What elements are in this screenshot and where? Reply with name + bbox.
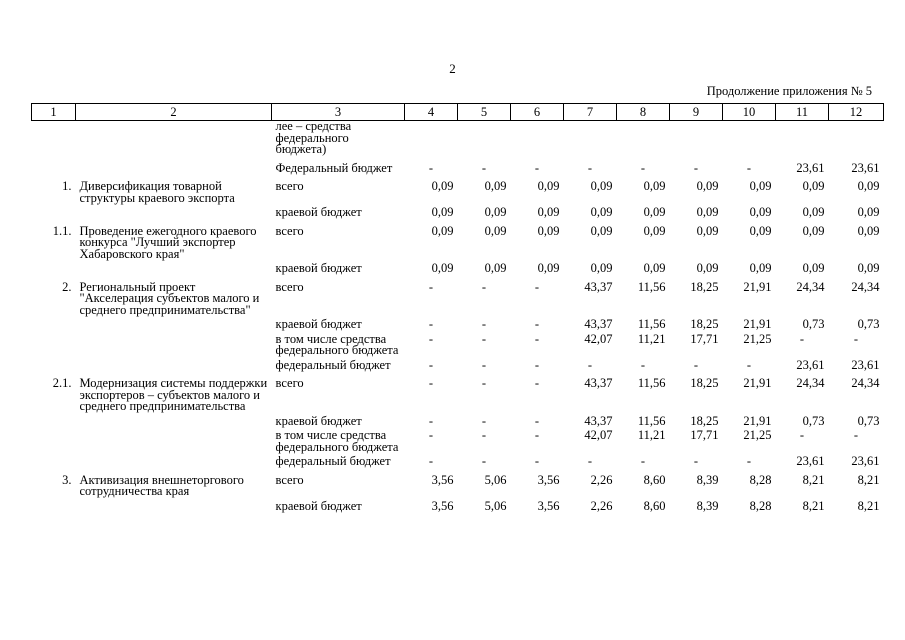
year-value-cell: 23,61 [851, 454, 880, 468]
year-value-cell: - [640, 454, 646, 468]
table-row [32, 204, 884, 219]
table-row [32, 156, 884, 175]
year-value-cell: 23,61 [851, 357, 880, 372]
year-value-cell: 11,56 [637, 317, 666, 331]
year-value-cell: 0,09 [590, 179, 613, 193]
year-value-cell: 0,09 [696, 179, 719, 193]
year-value-cell: 0,09 [590, 205, 613, 219]
row-number-cell [32, 427, 76, 453]
funding-source-cell: лее – средства федерального бюджета) [275, 119, 352, 156]
year-value-cell: 24,34 [796, 376, 825, 390]
year-value-cell: 0,09 [431, 179, 454, 193]
year-value-cell: 3,56 [431, 498, 454, 513]
year-value-cell: 0,09 [696, 223, 719, 238]
year-value-cell [511, 121, 564, 156]
column-header-8: 8 [617, 104, 670, 121]
year-value-cell: 11,56 [637, 279, 666, 294]
year-value-cell: - [481, 454, 487, 468]
year-value-cell: 0,09 [802, 179, 825, 193]
year-value-cell: 3,56 [537, 498, 560, 513]
year-value-cell: 0,09 [857, 223, 880, 238]
year-value-cell: 0,09 [484, 205, 507, 219]
year-value-cell: 17,71 [690, 428, 719, 442]
year-value-cell: 0,09 [537, 223, 560, 238]
year-value-cell: - [481, 413, 487, 428]
column-header-5: 5 [458, 104, 511, 121]
year-value-cell: 23,61 [796, 357, 825, 372]
year-value-cell: - [534, 454, 540, 468]
funding-source-cell: краевой бюджет [275, 413, 362, 428]
year-value-cell: 0,09 [484, 261, 507, 275]
year-value-cell: 2,26 [590, 498, 613, 513]
year-value-cell: 21,91 [743, 413, 772, 428]
year-value-cell: 3,56 [431, 472, 454, 487]
row-number-cell [32, 204, 76, 219]
year-value-cell: 11,21 [637, 331, 666, 346]
table-row [32, 453, 884, 468]
event-name-cell [76, 316, 272, 331]
row-number-cell: 1. [62, 179, 72, 193]
year-value-cell: 8,39 [696, 472, 719, 487]
budget-table [31, 103, 884, 512]
event-name-cell [76, 498, 272, 513]
row-number-cell [32, 156, 76, 175]
funding-source-cell: всего [275, 376, 304, 390]
table-row [32, 121, 884, 156]
year-value-cell: - [746, 454, 752, 468]
year-value-cell [617, 121, 670, 156]
row-number-cell [32, 453, 76, 468]
year-value-cell: 0,09 [484, 179, 507, 193]
year-value-cell: 8,39 [696, 498, 719, 513]
year-value-cell: 23,61 [796, 454, 825, 468]
year-value-cell: - [428, 413, 434, 428]
column-header-6: 6 [511, 104, 564, 121]
table-row [32, 260, 884, 275]
column-header-12: 12 [829, 104, 884, 121]
table-header-row [32, 104, 884, 121]
year-value-cell: 0,09 [749, 179, 772, 193]
year-value-cell: 5,06 [484, 498, 507, 513]
year-value-cell: - [746, 160, 752, 175]
table-row [32, 316, 884, 331]
column-header-9: 9 [670, 104, 723, 121]
year-value-cell: 18,25 [690, 279, 719, 294]
table-row [32, 275, 884, 317]
year-value-cell: - [853, 331, 859, 346]
year-value-cell: 0,09 [857, 179, 880, 193]
event-name-cell [76, 357, 272, 372]
year-value-cell: 0,73 [802, 413, 825, 428]
year-value-cell: 24,34 [851, 279, 880, 294]
column-header-10: 10 [723, 104, 776, 121]
event-name-cell: Региональный проект "Акселерация субъектов малого и среднего предпринимательства" [79, 279, 260, 317]
year-value-cell: - [693, 454, 699, 468]
year-value-cell: 8,28 [749, 472, 772, 487]
row-number-cell [32, 331, 76, 357]
year-value-cell: 17,71 [690, 331, 719, 346]
year-value-cell: 18,25 [690, 317, 719, 331]
year-value-cell: - [640, 357, 646, 372]
year-value-cell: - [799, 331, 805, 346]
year-value-cell: 21,91 [743, 376, 772, 390]
year-value-cell: - [853, 428, 859, 442]
funding-source-cell: всего [275, 472, 304, 487]
table-row [32, 498, 884, 513]
column-header-4: 4 [405, 104, 458, 121]
year-value-cell [458, 121, 511, 156]
year-value-cell: 0,09 [802, 205, 825, 219]
year-value-cell: 43,37 [584, 317, 613, 331]
column-header-11: 11 [776, 104, 829, 121]
year-value-cell: - [481, 317, 487, 331]
year-value-cell: 0,73 [802, 317, 825, 331]
row-number-cell [32, 498, 76, 513]
year-value-cell: - [693, 160, 699, 175]
year-value-cell: 3,56 [537, 472, 560, 487]
year-value-cell [405, 121, 458, 156]
year-value-cell: 2,26 [590, 472, 613, 487]
year-value-cell: 0,09 [643, 205, 666, 219]
year-value-cell: - [428, 317, 434, 331]
year-value-cell: - [534, 331, 540, 346]
year-value-cell: - [481, 279, 487, 294]
year-value-cell: - [640, 160, 646, 175]
year-value-cell [564, 121, 617, 156]
year-value-cell: 0,09 [537, 179, 560, 193]
year-value-cell: 0,09 [696, 261, 719, 275]
table-row [32, 357, 884, 372]
year-value-cell [829, 121, 884, 156]
year-value-cell: - [693, 357, 699, 372]
year-value-cell: 0,09 [802, 261, 825, 275]
funding-source-cell: краевой бюджет [275, 498, 362, 513]
event-name-cell [76, 121, 272, 156]
year-value-cell: - [587, 454, 593, 468]
funding-source-cell: федеральный бюджет [275, 454, 391, 468]
page-number: 2 [449, 61, 456, 76]
year-value-cell: - [587, 357, 593, 372]
year-value-cell: 42,07 [584, 331, 613, 346]
table-row [32, 468, 884, 498]
row-number-cell [32, 316, 76, 331]
year-value-cell: 21,25 [743, 428, 772, 442]
year-value-cell: - [428, 331, 434, 346]
row-number-cell: 1.1. [52, 223, 72, 238]
year-value-cell: 18,25 [690, 413, 719, 428]
event-name-cell [76, 413, 272, 428]
year-value-cell: - [481, 428, 487, 442]
year-value-cell: - [534, 376, 540, 390]
year-value-cell: 8,60 [643, 498, 666, 513]
year-value-cell: 0,09 [537, 205, 560, 219]
event-name-cell [76, 453, 272, 468]
year-value-cell: 0,73 [857, 317, 880, 331]
event-name-cell [76, 331, 272, 357]
year-value-cell: 24,34 [851, 376, 880, 390]
event-name-cell: Модернизация системы поддержки экспортеров – субъектов малого и среднего предпринимательства [79, 376, 268, 413]
year-value-cell: 0,09 [643, 223, 666, 238]
year-value-cell: - [534, 160, 540, 175]
year-value-cell: 0,09 [802, 223, 825, 238]
year-value-cell: 8,21 [857, 498, 880, 513]
year-value-cell: - [534, 317, 540, 331]
year-value-cell: 8,60 [643, 472, 666, 487]
table-row [32, 413, 884, 428]
funding-source-cell: Федеральный бюджет [275, 160, 393, 175]
year-value-cell [670, 121, 723, 156]
year-value-cell: - [481, 331, 487, 346]
year-value-cell: 11,56 [637, 413, 666, 428]
year-value-cell: - [428, 376, 434, 390]
funding-source-cell: в том числе средства федерального бюджета [275, 428, 399, 454]
year-value-cell: 11,56 [637, 376, 666, 390]
funding-source-cell: федеральный бюджет [275, 357, 391, 372]
year-value-cell: 23,61 [851, 160, 880, 175]
event-name-cell: Проведение ежегодного краевого конкурса "Лучший экспортер Хабаровского края" [79, 223, 257, 261]
year-value-cell: - [746, 357, 752, 372]
column-header-3: 3 [272, 104, 405, 121]
table-row [32, 371, 884, 413]
year-value-cell: 21,91 [743, 279, 772, 294]
year-value-cell: 0,09 [749, 261, 772, 275]
year-value-cell [776, 121, 829, 156]
year-value-cell: 0,09 [590, 261, 613, 275]
year-value-cell: - [428, 160, 434, 175]
year-value-cell: 23,61 [796, 160, 825, 175]
year-value-cell: 0,09 [431, 205, 454, 219]
year-value-cell: 21,91 [743, 317, 772, 331]
year-value-cell: 18,25 [690, 376, 719, 390]
year-value-cell: 42,07 [584, 428, 613, 442]
year-value-cell: 8,28 [749, 498, 772, 513]
event-name-cell [76, 204, 272, 219]
event-name-cell [76, 427, 272, 453]
year-value-cell: - [534, 428, 540, 442]
year-value-cell: 43,37 [584, 279, 613, 294]
table-row [32, 219, 884, 261]
year-value-cell: - [428, 357, 434, 372]
funding-source-cell: краевой бюджет [275, 205, 362, 219]
year-value-cell: 0,09 [431, 261, 454, 275]
funding-source-cell: краевой бюджет [275, 317, 362, 331]
year-value-cell: 0,09 [537, 261, 560, 275]
row-number-cell [32, 260, 76, 275]
year-value-cell: 0,09 [749, 205, 772, 219]
year-value-cell: 5,06 [484, 472, 507, 487]
year-value-cell: 0,09 [643, 179, 666, 193]
year-value-cell: 43,37 [584, 376, 613, 390]
column-header-7: 7 [564, 104, 617, 121]
event-name-cell: Активизация внешнеторгового сотрудничества края [79, 472, 244, 498]
year-value-cell: 0,73 [857, 413, 880, 428]
year-value-cell: - [799, 428, 805, 442]
year-value-cell: 0,09 [431, 223, 454, 238]
table-body [32, 121, 884, 513]
column-header-1: 1 [32, 104, 76, 121]
event-name-cell: Диверсификация товарной структуры краевого экспорта [79, 179, 235, 205]
year-value-cell: - [428, 428, 434, 442]
year-value-cell: - [534, 279, 540, 294]
year-value-cell: 43,37 [584, 413, 613, 428]
column-header-2: 2 [76, 104, 272, 121]
table-row [32, 331, 884, 357]
year-value-cell: - [534, 357, 540, 372]
year-value-cell [723, 121, 776, 156]
year-value-cell: 0,09 [857, 205, 880, 219]
appendix-continuation-label: Продолжение приложения № 5 [706, 84, 872, 98]
year-value-cell: 11,21 [637, 428, 666, 442]
year-value-cell: - [428, 279, 434, 294]
year-value-cell: - [587, 160, 593, 175]
row-number-cell: 3. [62, 472, 72, 487]
funding-source-cell: всего [275, 179, 304, 193]
year-value-cell: 8,21 [802, 472, 825, 487]
table-row [32, 427, 884, 453]
year-value-cell: - [481, 160, 487, 175]
year-value-cell: 21,25 [743, 331, 772, 346]
year-value-cell: 24,34 [796, 279, 825, 294]
year-value-cell: - [428, 454, 434, 468]
year-value-cell: 8,21 [802, 498, 825, 513]
event-name-cell [76, 156, 272, 175]
year-value-cell: 8,21 [857, 472, 880, 487]
year-value-cell: - [481, 376, 487, 390]
year-value-cell: 0,09 [749, 223, 772, 238]
funding-source-cell: в том числе средства федерального бюджета [275, 331, 399, 357]
row-number-cell [32, 413, 76, 428]
year-value-cell: 0,09 [857, 261, 880, 275]
row-number-cell [32, 121, 76, 156]
year-value-cell: 0,09 [696, 205, 719, 219]
year-value-cell: 0,09 [590, 223, 613, 238]
funding-source-cell: краевой бюджет [275, 261, 362, 275]
row-number-cell: 2.1. [52, 376, 72, 390]
row-number-cell [32, 357, 76, 372]
row-number-cell: 2. [62, 279, 72, 294]
funding-source-cell: всего [275, 279, 304, 294]
year-value-cell: 0,09 [484, 223, 507, 238]
year-value-cell: - [534, 413, 540, 428]
table-row [32, 174, 884, 204]
event-name-cell [76, 260, 272, 275]
funding-source-cell: всего [275, 223, 304, 238]
year-value-cell: 0,09 [643, 261, 666, 275]
year-value-cell: - [481, 357, 487, 372]
